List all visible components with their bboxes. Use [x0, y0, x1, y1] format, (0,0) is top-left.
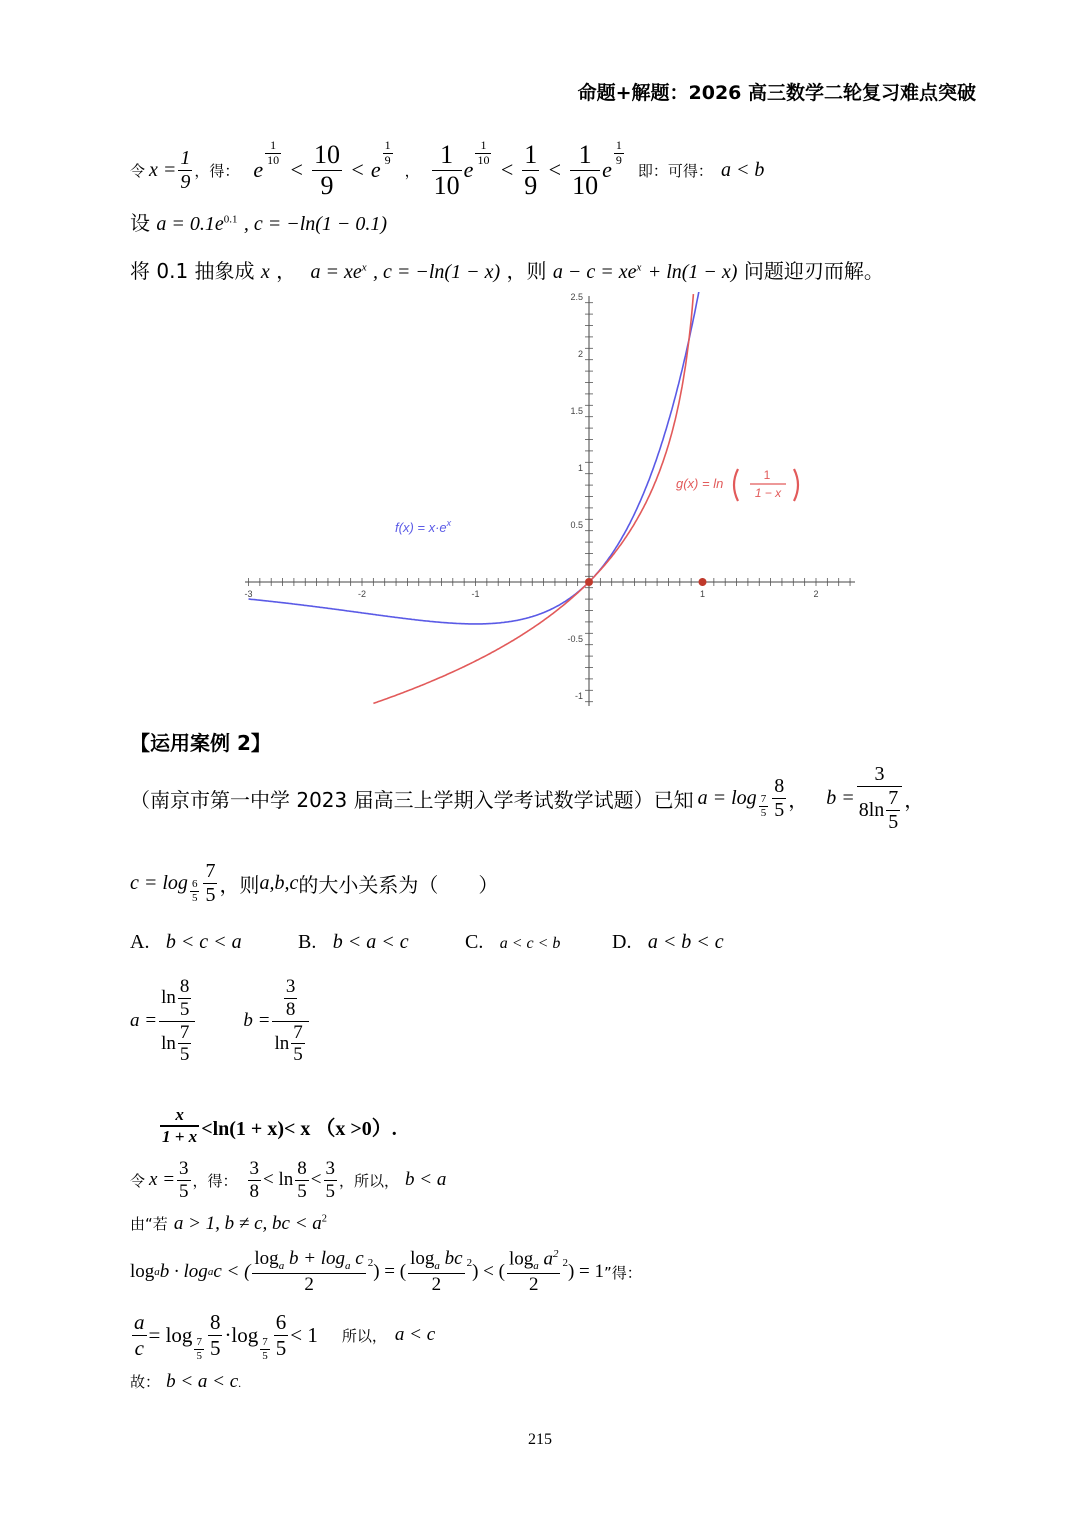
- e-power: e $\frac{1}{9}$: [602, 138, 622, 182]
- conclusion-a-lt-c: a < c: [394, 1324, 436, 1345]
- x-tick-label: -1: [471, 589, 480, 599]
- log-base: $\frac{7}{5}$: [760, 792, 767, 819]
- e-power: e $\frac{1}{10}$: [253, 138, 280, 182]
- inequality-rest: <ln(1 + x)< x （x >0）.: [201, 1117, 397, 1140]
- fraction: $\frac{1}{10}$: [572, 139, 599, 200]
- a-over-c: $\frac{a}{c}$ = log $\frac{7}{5}$ $\frac{8}{5}$ ·log $\frac{7}{5}$ $\frac{6}{5}$ < 1 所以， a < c: [134, 1310, 436, 1362]
- text-ze: ，则: [506, 259, 547, 283]
- option-d[interactable]: D. a < b < c: [612, 931, 724, 953]
- fraction: $\frac{8}{5}$: [774, 774, 785, 821]
- page-number: 215: [528, 1431, 552, 1448]
- expr-a-xex: a = xe: [310, 261, 362, 283]
- case-heading: 【运用案例 2】: [130, 731, 271, 755]
- expr-c: , c = −ln(1 − x): [373, 261, 501, 283]
- label-f-text: $f(x) = x\cdot e^x$: [395, 518, 452, 535]
- y-tick-label: 0.5: [570, 520, 583, 530]
- data-point: [699, 578, 707, 586]
- curve-f: [249, 292, 700, 624]
- fraction: 3 8ln $\frac{7}{5}$: [857, 763, 903, 834]
- condition: a > 1, b ≠ c, bc < a: [173, 1213, 322, 1234]
- text-suoyi: 所以，: [341, 1326, 387, 1345]
- e-power: e $\frac{1}{10}$: [463, 138, 490, 182]
- y-tick-label: 2: [577, 349, 583, 359]
- text-de: ”得：: [604, 1263, 642, 1282]
- lt: <: [499, 157, 515, 182]
- label-g-num: 1: [763, 468, 771, 482]
- text-solved: 问题迎刃而解。: [743, 259, 884, 283]
- text-abstract: 将 0.1 抽象成: [130, 259, 255, 283]
- fraction: $\frac{7}{5}$: [205, 859, 216, 906]
- conclusion-a-lt-b: a < b: [720, 158, 765, 181]
- c-def: c = log: [130, 871, 188, 894]
- exponent: 2: [321, 1213, 327, 1225]
- x-tick-label: -2: [357, 589, 367, 599]
- option-a[interactable]: A. b < c < a: [130, 931, 242, 953]
- fraction: $\frac{1}{9}$: [524, 139, 538, 200]
- text-you: 由“若: [130, 1215, 168, 1233]
- x-tick-label: 2: [813, 589, 819, 599]
- label-g-den: 1 − x: [754, 486, 782, 500]
- case-statement: （南京市第一中学 2023 届高三上学期入学考试数学试题）已知 a = log $\frac{7}{5}$ $\frac{8}{5}$ ， b = 3 8ln $\frac{7}{5}$ ，: [130, 762, 925, 833]
- comma: ，: [276, 259, 297, 283]
- label-g: [676, 468, 798, 501]
- expr-a-minus-c: a − c = xe: [552, 261, 637, 283]
- text-de: ，得：: [194, 161, 240, 180]
- fraction: $\frac{\log_a a^2}{2}$: [508, 1248, 559, 1295]
- fraction: $\frac{10}{9}$: [314, 139, 341, 200]
- data-point: [585, 578, 593, 586]
- let-x: x =: [149, 1169, 176, 1190]
- exponent: x: [636, 261, 642, 274]
- expr-a: a = 0.1e: [156, 213, 224, 235]
- final-answer: 故： b < a < c.: [130, 1371, 242, 1392]
- x-tick-label: 1: [699, 589, 706, 599]
- fraction: $\frac{8}{5}$: [209, 1310, 221, 1360]
- fraction: $\frac{6}{5}$: [275, 1310, 287, 1360]
- fraction: $\frac{\log_a b + \log_a c}{2}$: [254, 1248, 364, 1295]
- text-ji: 即：可得：: [637, 161, 713, 180]
- y-tick-label: -1: [574, 691, 583, 701]
- b-def: b =: [826, 786, 855, 809]
- vars: a,b,c: [259, 871, 299, 894]
- label-f: [395, 518, 452, 535]
- expr-ln: + ln(1 − x): [647, 261, 738, 283]
- case-statement-2: [130, 848, 498, 918]
- lt: <: [310, 1169, 322, 1190]
- x-axis: [244, 578, 855, 599]
- y-axis: [567, 292, 593, 706]
- source-text: （南京市第一中学 2023 届高三上学期入学考试数学试题）已知: [130, 787, 694, 812]
- expr-c: , c = −ln(1 − 0.1): [243, 213, 388, 235]
- solution-a-b: [130, 965, 311, 1077]
- fraction: $\frac{1}{9}$: [180, 146, 191, 193]
- line-let-x-three-fifths: [130, 1152, 446, 1208]
- text-de: ，得：: [192, 1171, 238, 1190]
- comma: ，: [404, 161, 420, 180]
- a-eq: a =: [130, 1010, 158, 1031]
- option-b[interactable]: B. b < a < c: [298, 931, 409, 953]
- label-g-text: g(x) = ln: [676, 476, 724, 491]
- page-header: 命题+解题：2026 高三数学二轮复习难点突破: [577, 82, 976, 104]
- text-she: 设: [130, 211, 150, 235]
- log-base: $\frac{6}{5}$: [191, 877, 198, 904]
- curve-g: [373, 294, 693, 703]
- text-let: 令: [130, 161, 146, 180]
- fraction: $\frac{3}{5}$: [325, 1157, 336, 1202]
- line-abstract: [130, 255, 884, 284]
- lt: <: [289, 157, 305, 182]
- text-suoyi: ，所以，: [339, 1171, 400, 1190]
- option-c[interactable]: C. a < c < b: [465, 931, 561, 953]
- lt: <: [547, 157, 563, 182]
- y-tick-label: -0.5: [567, 634, 583, 644]
- y-tick-label: 1: [577, 463, 583, 473]
- log-inequality: log a b · log a c < ( $\frac{\log_a b + \log_a c}{2}$ $^2$ ) = ( $\frac{\log_a bc}{2}$ $^2$ ) < ( $\frac{\log_a a^2}{2}$ $^2$ ) = 1 ”得：: [130, 1248, 642, 1295]
- var-x: x: [260, 261, 270, 283]
- text-ze: ，则: [219, 872, 260, 897]
- x-tick-label: -3: [244, 589, 253, 599]
- y-tick-label: 1.5: [570, 406, 583, 416]
- fraction: $\frac{\log_a bc}{2}$: [410, 1248, 463, 1295]
- lt-ln: < ln: [263, 1169, 294, 1190]
- text-let: 令: [130, 1171, 146, 1190]
- fraction: $\frac{1}{10}$: [433, 139, 460, 200]
- fraction: $\frac{8}{5}$: [297, 1157, 307, 1202]
- e-power: e $\frac{1}{9}$: [370, 138, 391, 182]
- text-gu: 故：: [130, 1373, 161, 1391]
- a-def: a = log: [697, 786, 757, 809]
- fraction: $\frac{a}{c}$: [134, 1310, 145, 1360]
- fraction: $\frac{3}{5}$: [179, 1157, 189, 1202]
- line-if: [130, 1212, 327, 1235]
- let-x: x =: [149, 158, 177, 181]
- lt: <: [350, 157, 365, 182]
- exponent: x: [361, 261, 367, 274]
- conclusion-b-lt-a: b < a: [405, 1169, 447, 1190]
- question-tail: 的大小关系为（ ）: [298, 872, 499, 897]
- fraction: $\frac{x}{1 + x}$: [162, 1105, 198, 1146]
- key-inequality: [158, 1104, 397, 1148]
- exponent: 0.1: [223, 213, 238, 226]
- function-graph: [240, 292, 865, 710]
- fraction: $\frac{3}{8}$ ln $\frac{7}{5}$: [272, 976, 308, 1066]
- fraction: $\frac{3}{8}$: [249, 1157, 260, 1202]
- b-eq: b =: [243, 1010, 271, 1031]
- line-define-a-c: [130, 207, 387, 236]
- y-tick-label: 2.5: [570, 292, 583, 302]
- final-order: b < a < c: [166, 1371, 239, 1392]
- fraction: ln $\frac{8}{5}$ ln $\frac{7}{5}$: [159, 976, 195, 1066]
- line-let-x-one-ninth: [130, 130, 764, 210]
